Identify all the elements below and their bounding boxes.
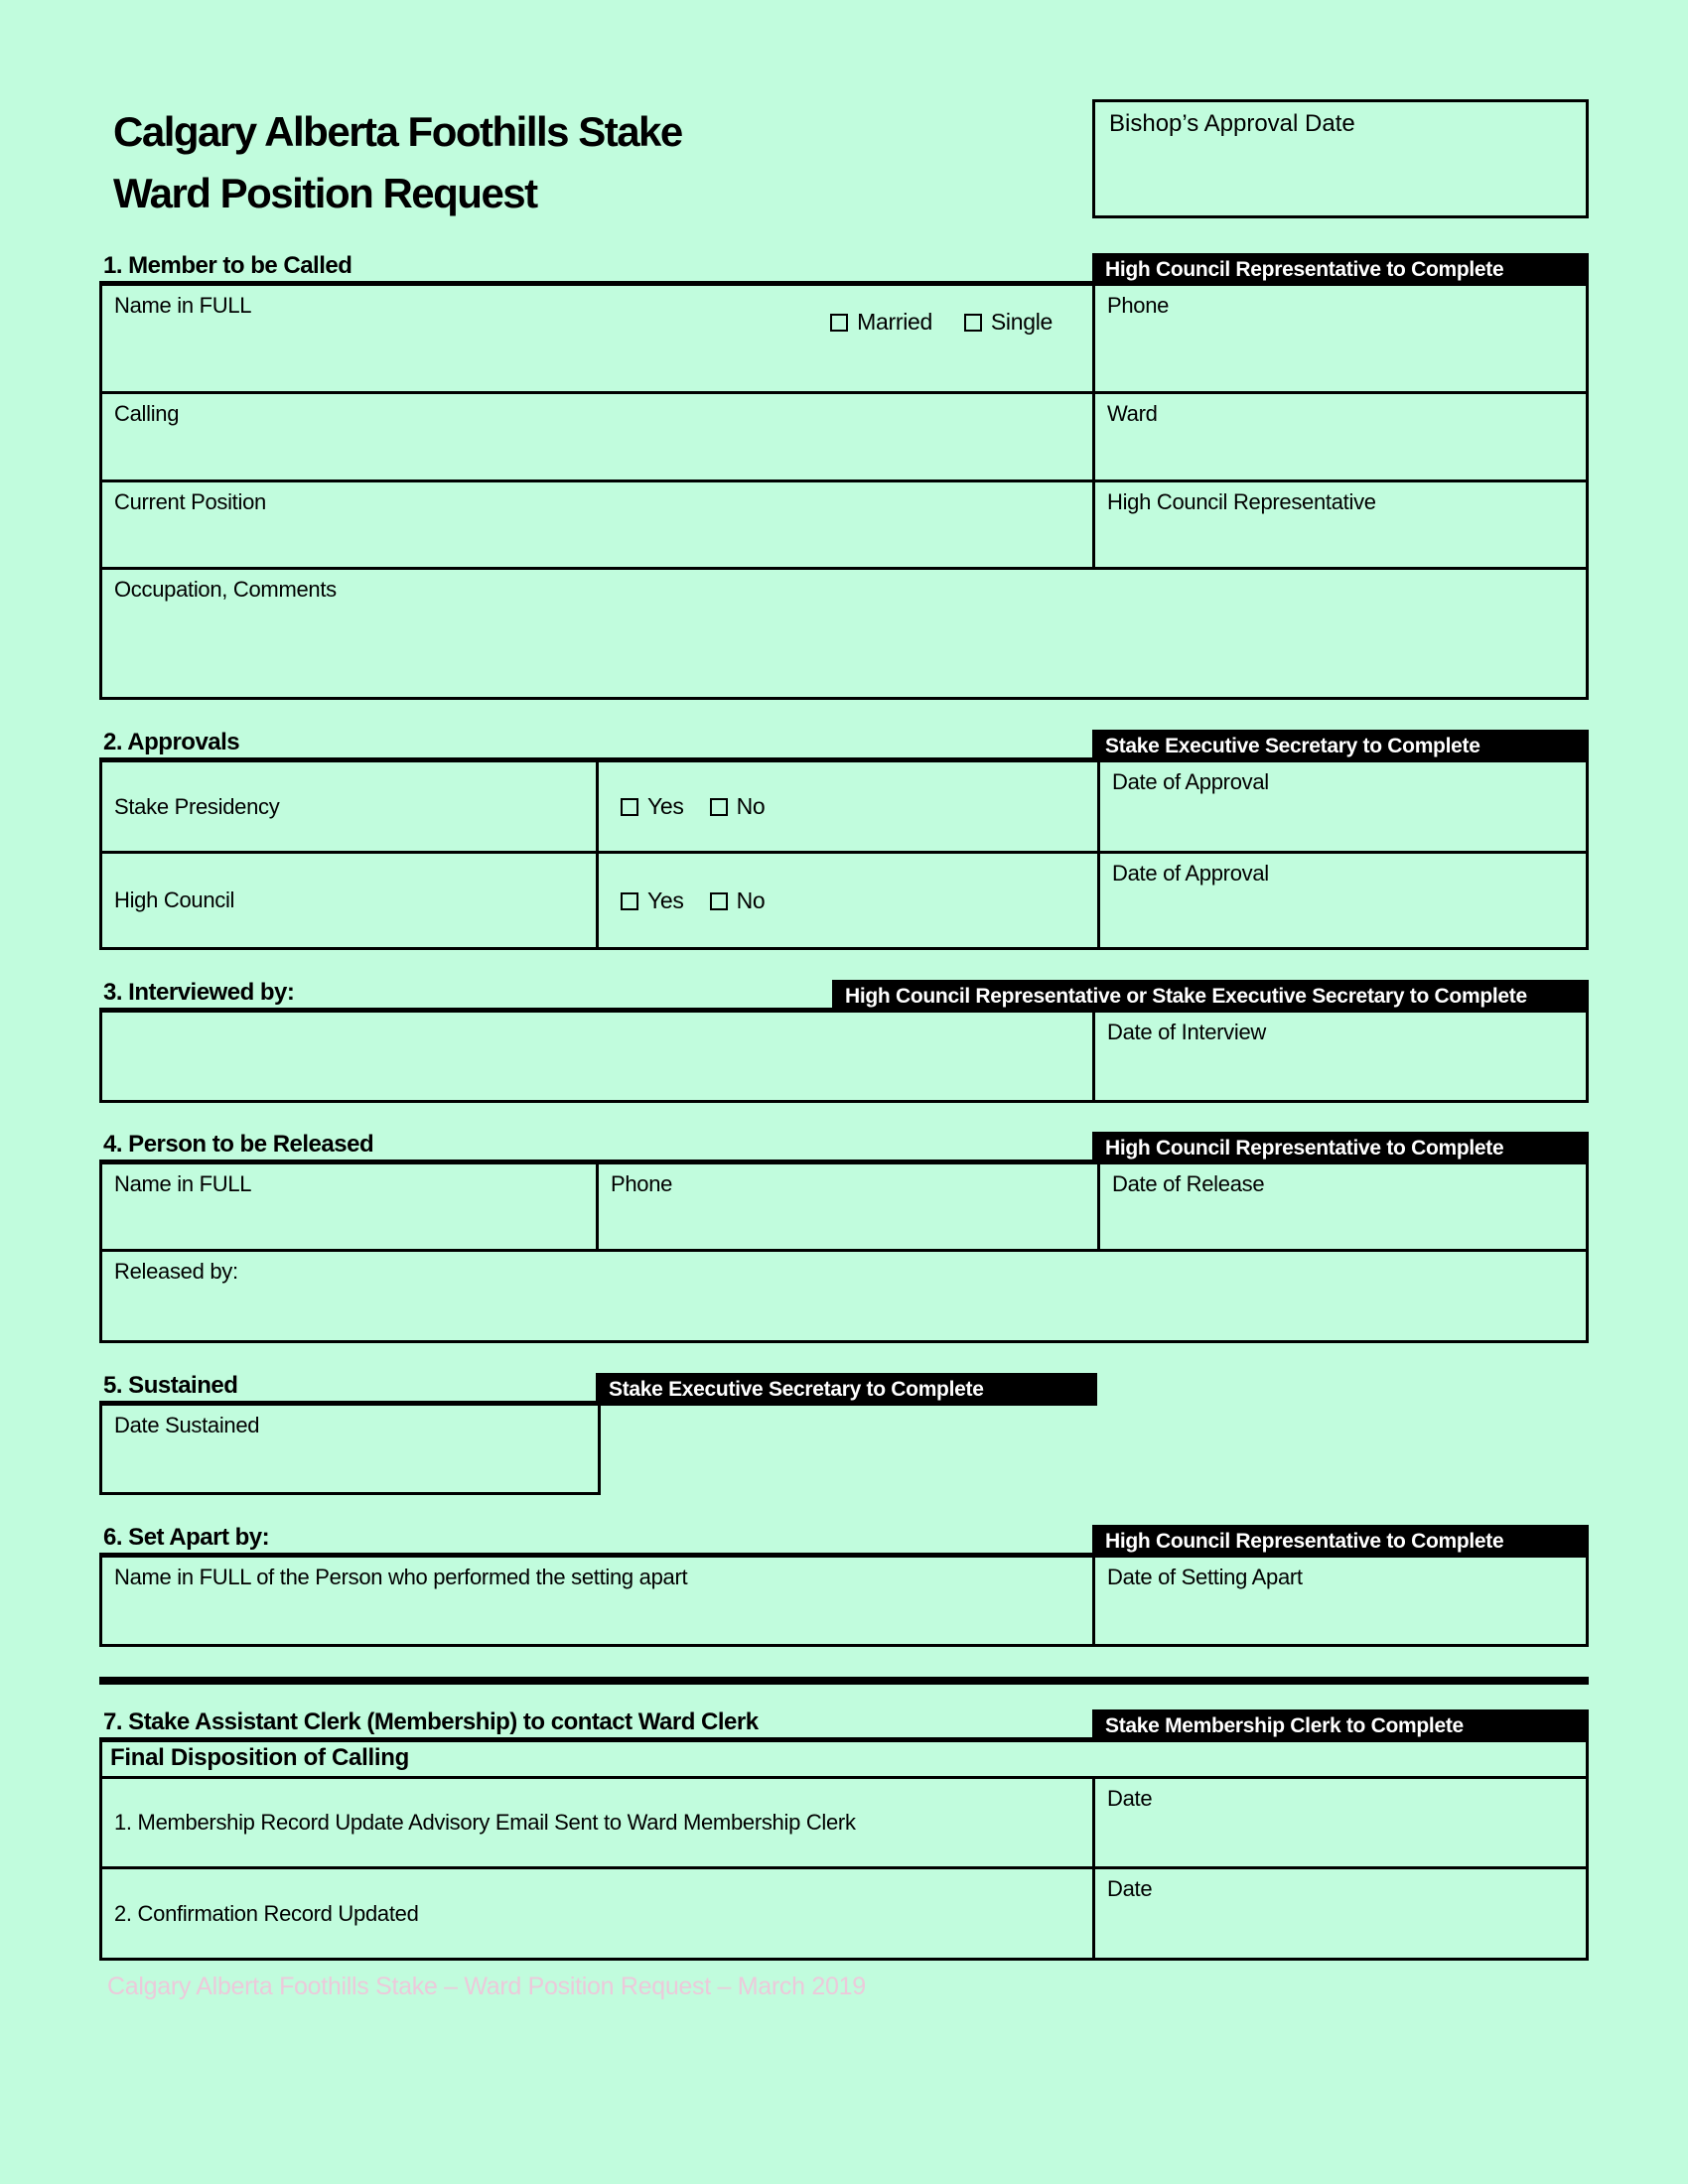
section-1-role-bar: High Council Representative to Complete bbox=[1092, 253, 1589, 286]
section-2-title: 2. Approvals bbox=[99, 730, 1092, 762]
bishops-approval-date-label: Bishop’s Approval Date bbox=[1109, 110, 1355, 137]
table-row bbox=[102, 1869, 1586, 1958]
table-row bbox=[102, 1164, 1586, 1252]
stake-presidency-yes-no-cell bbox=[596, 762, 1097, 851]
section-3-title: 3. Interviewed by: bbox=[99, 980, 832, 1013]
released-name-label: Name in FULL bbox=[114, 1171, 252, 1196]
single-checkbox-label: Single bbox=[990, 309, 1053, 335]
no-checkbox-icon[interactable] bbox=[710, 798, 728, 816]
table-row bbox=[102, 854, 1586, 947]
stake-presidency-no-checkbox[interactable] bbox=[710, 793, 766, 820]
section-4-person-to-be-released bbox=[99, 1132, 1589, 1343]
form-page bbox=[99, 0, 1589, 2001]
section-2-approvals bbox=[99, 730, 1589, 950]
date-of-setting-apart-label: Date of Setting Apart bbox=[1107, 1565, 1303, 1589]
membership-record-update-label: 1. Membership Record Update Advisory Email Sent to Ward Membership Clerk bbox=[114, 1810, 856, 1835]
table-row bbox=[102, 1252, 1586, 1340]
section-1-title: 1. Member to be Called bbox=[99, 253, 1092, 286]
form-title-line1: Calgary Alberta Foothills Stake bbox=[113, 108, 682, 155]
table-row bbox=[102, 1779, 1586, 1869]
membership-record-update-label-cell bbox=[102, 1779, 1092, 1866]
yes-checkbox-icon[interactable] bbox=[621, 798, 638, 816]
calling-label: Calling bbox=[114, 401, 180, 426]
date-of-setting-apart-field[interactable] bbox=[1092, 1558, 1586, 1644]
single-checkbox[interactable] bbox=[964, 309, 1053, 335]
form-title-line2: Ward Position Request bbox=[113, 170, 537, 216]
bishops-approval-date-field[interactable] bbox=[1092, 99, 1589, 218]
table-row bbox=[102, 762, 1586, 854]
member-name-label: Name in FULL bbox=[114, 293, 252, 318]
high-council-no-checkbox[interactable] bbox=[710, 887, 766, 914]
high-council-yes-checkbox[interactable] bbox=[621, 887, 684, 914]
calling-field[interactable] bbox=[102, 394, 1092, 479]
no-checkbox-label: No bbox=[736, 887, 766, 913]
released-name-field[interactable] bbox=[102, 1164, 596, 1249]
final-disposition-heading: Final Disposition of Calling bbox=[110, 1744, 409, 1771]
date-label: Date bbox=[1107, 1786, 1153, 1811]
section-6-set-apart-by bbox=[99, 1525, 1589, 1647]
date-of-approval-label: Date of Approval bbox=[1112, 769, 1269, 794]
high-council-representative-label: High Council Representative bbox=[1107, 489, 1376, 514]
high-council-representative-field[interactable] bbox=[1092, 482, 1586, 567]
date-sustained-field[interactable] bbox=[102, 1406, 598, 1492]
date-of-release-field[interactable] bbox=[1097, 1164, 1586, 1249]
section-divider-rule bbox=[99, 1677, 1589, 1685]
member-phone-label: Phone bbox=[1107, 293, 1170, 318]
current-position-label: Current Position bbox=[114, 489, 266, 514]
married-checkbox-label: Married bbox=[857, 309, 933, 335]
ward-field[interactable] bbox=[1092, 394, 1586, 479]
table-row bbox=[102, 482, 1586, 570]
membership-record-update-date-field[interactable] bbox=[1092, 1779, 1586, 1866]
married-checkbox-icon[interactable] bbox=[830, 314, 848, 332]
confirmation-record-updated-date-field[interactable] bbox=[1092, 1869, 1586, 1958]
section-5-title: 5. Sustained bbox=[99, 1373, 596, 1406]
table-row bbox=[102, 286, 1586, 394]
confirmation-record-updated-label: 2. Confirmation Record Updated bbox=[114, 1900, 419, 1926]
table-row bbox=[102, 570, 1586, 697]
no-checkbox-icon[interactable] bbox=[710, 892, 728, 910]
married-checkbox[interactable] bbox=[830, 309, 932, 335]
released-by-label: Released by: bbox=[114, 1259, 238, 1284]
released-by-field[interactable] bbox=[102, 1252, 1586, 1340]
section-7-stake-assistant-clerk bbox=[99, 1709, 1589, 1961]
yes-checkbox-label: Yes bbox=[647, 793, 684, 819]
date-of-interview-field[interactable] bbox=[1092, 1013, 1586, 1100]
stake-presidency-label-cell bbox=[102, 762, 596, 851]
occupation-comments-label: Occupation, Comments bbox=[114, 577, 337, 602]
section-6-title: 6. Set Apart by: bbox=[99, 1525, 1092, 1558]
form-footer: Calgary Alberta Foothills Stake – Ward Position Request – March 2019 bbox=[107, 1973, 866, 2000]
form-header bbox=[99, 99, 1589, 223]
current-position-field[interactable] bbox=[102, 482, 1092, 567]
single-checkbox-icon[interactable] bbox=[964, 314, 982, 332]
section-7-title: 7. Stake Assistant Clerk (Membership) to contact Ward Clerk bbox=[99, 1709, 1092, 1742]
interviewed-by-field[interactable] bbox=[102, 1013, 1092, 1100]
high-council-label: High Council bbox=[114, 887, 235, 912]
section-3-interviewed-by bbox=[99, 980, 1589, 1103]
table-row bbox=[102, 1013, 1586, 1100]
table-row bbox=[102, 1406, 598, 1492]
released-phone-field[interactable] bbox=[596, 1164, 1097, 1249]
date-label: Date bbox=[1107, 1876, 1153, 1901]
occupation-comments-field[interactable] bbox=[102, 570, 1586, 697]
section-6-role-bar: High Council Representative to Complete bbox=[1092, 1525, 1589, 1558]
stake-presidency-yes-checkbox[interactable] bbox=[621, 793, 684, 820]
date-of-interview-label: Date of Interview bbox=[1107, 1020, 1266, 1044]
no-checkbox-label: No bbox=[736, 793, 766, 819]
date-of-release-label: Date of Release bbox=[1112, 1171, 1265, 1196]
set-apart-name-field[interactable] bbox=[102, 1558, 1092, 1644]
member-phone-field[interactable] bbox=[1092, 286, 1586, 391]
section-2-role-bar: Stake Executive Secretary to Complete bbox=[1092, 730, 1589, 762]
high-council-yes-no-cell bbox=[596, 854, 1097, 947]
table-row bbox=[102, 394, 1586, 482]
section-7-role-bar: Stake Membership Clerk to Complete bbox=[1092, 1709, 1589, 1742]
member-name-field[interactable] bbox=[102, 286, 1092, 391]
section-3-role-bar: High Council Representative or Stake Executive Secretary to Complete bbox=[832, 980, 1589, 1013]
confirmation-record-updated-label-cell bbox=[102, 1869, 1092, 1958]
table-row bbox=[102, 1558, 1586, 1644]
section-5-sustained bbox=[99, 1373, 1589, 1495]
section-1-member-to-be-called bbox=[99, 253, 1589, 700]
marital-status-group bbox=[830, 309, 1053, 336]
yes-checkbox-label: Yes bbox=[647, 887, 684, 913]
date-sustained-label: Date Sustained bbox=[114, 1413, 260, 1437]
ward-label: Ward bbox=[1107, 401, 1158, 426]
date-of-approval-label: Date of Approval bbox=[1112, 861, 1269, 886]
section-4-title: 4. Person to be Released bbox=[99, 1132, 1092, 1164]
stake-presidency-label: Stake Presidency bbox=[114, 793, 280, 819]
stake-presidency-date-of-approval-field[interactable] bbox=[1097, 762, 1586, 851]
high-council-label-cell bbox=[102, 854, 596, 947]
released-phone-label: Phone bbox=[611, 1171, 673, 1196]
table-row bbox=[102, 1742, 1586, 1779]
set-apart-name-label: Name in FULL of the Person who performed the setting apart bbox=[114, 1565, 688, 1589]
section-5-role-bar: Stake Executive Secretary to Complete bbox=[596, 1373, 1097, 1406]
section-4-role-bar: High Council Representative to Complete bbox=[1092, 1132, 1589, 1164]
high-council-date-of-approval-field[interactable] bbox=[1097, 854, 1586, 947]
yes-checkbox-icon[interactable] bbox=[621, 892, 638, 910]
